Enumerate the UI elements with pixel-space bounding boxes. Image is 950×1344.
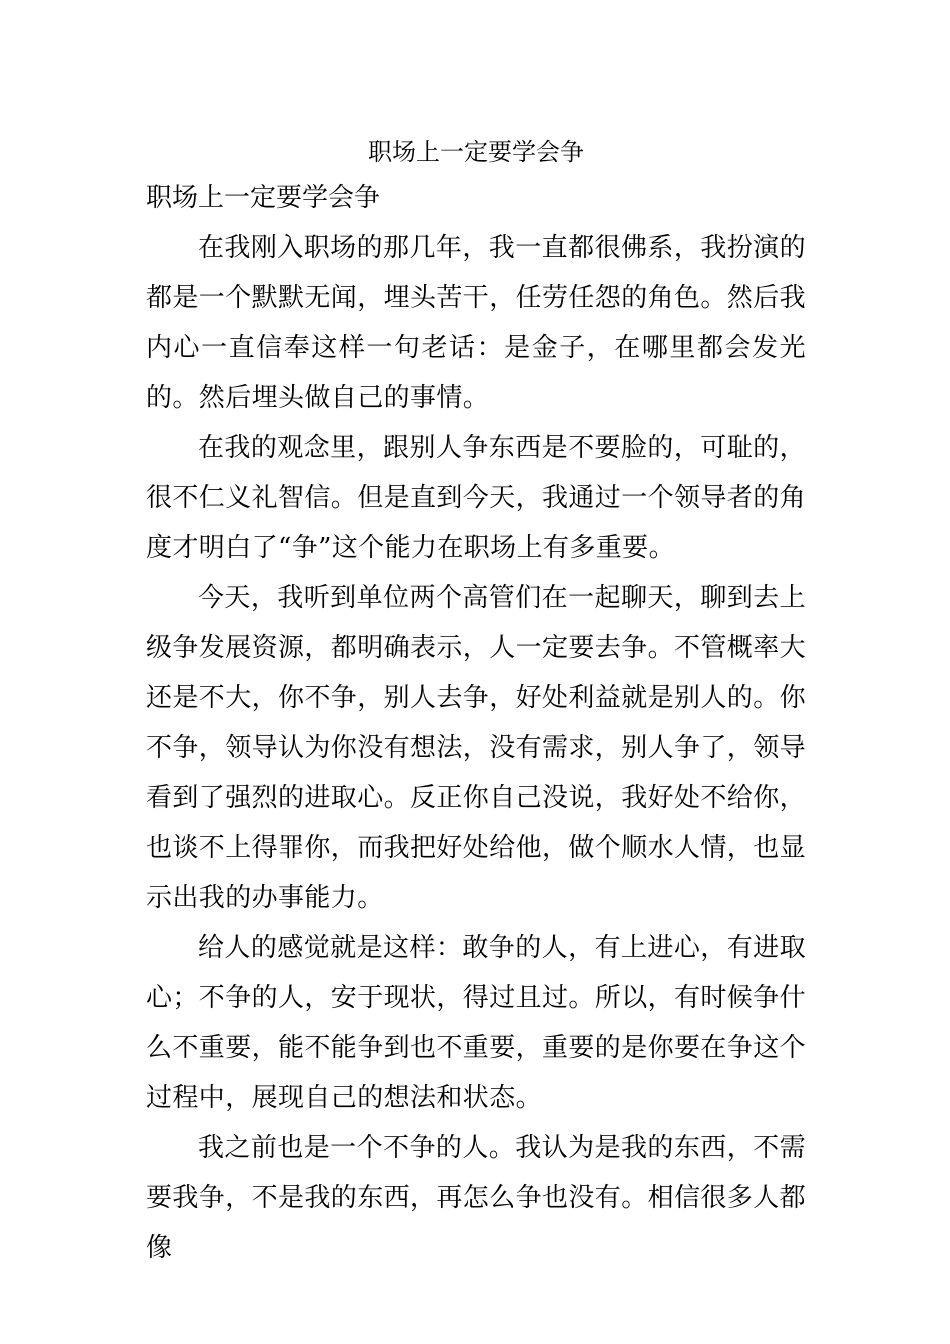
document-title: 职场上一定要学会争 [368, 138, 584, 166]
paragraph-1: 在我刚入职场的那几年，我一直都很佛系，我扮演的都是一个默默无闻，埋头苦干，任劳任怨的角色。然后我内心一直信奉这样一句老话：是金子，在哪里都会发光的。然后埋头做自己的事情。 [146, 233, 807, 413]
document-heading: 职场上一定要学会争 [146, 183, 381, 213]
paragraph-5: 我之前也是一个不争的人。我认为是我的东西，不需要我争，不是我的东西，再怎么争也没有。相信很多人都像 [146, 1133, 807, 1263]
paragraph-4: 给人的感觉就是这样：敢争的人，有上进心，有进取心；不争的人，安于现状，得过且过。所以，有时候争什么不重要，能不能争到也不重要，重要的是你要在争这个过程中，展现自己的想法和状态。 [146, 933, 807, 1113]
paragraph-2: 在我的观念里，跟别人争东西是不要脸的，可耻的，很不仁义礼智信。但是直到今天，我通过一个领导者的角度才明白了“争”这个能力在职场上有多重要。 [146, 433, 807, 563]
paragraph-3: 今天，我听到单位两个高管们在一起聊天，聊到去上级争发展资源，都明确表示，人一定要去争。不管概率大还是不大，你不争，别人去争，好处利益就是别人的。你不争，领导认为你没有想法，没有需求，别人争了，领导看到了强烈的进取心。反正你自己没说，我好处不给你，也谈不上得罪你，而我把好处给他，做个顺水人情，也显示出我的办事能力。 [146, 583, 807, 913]
